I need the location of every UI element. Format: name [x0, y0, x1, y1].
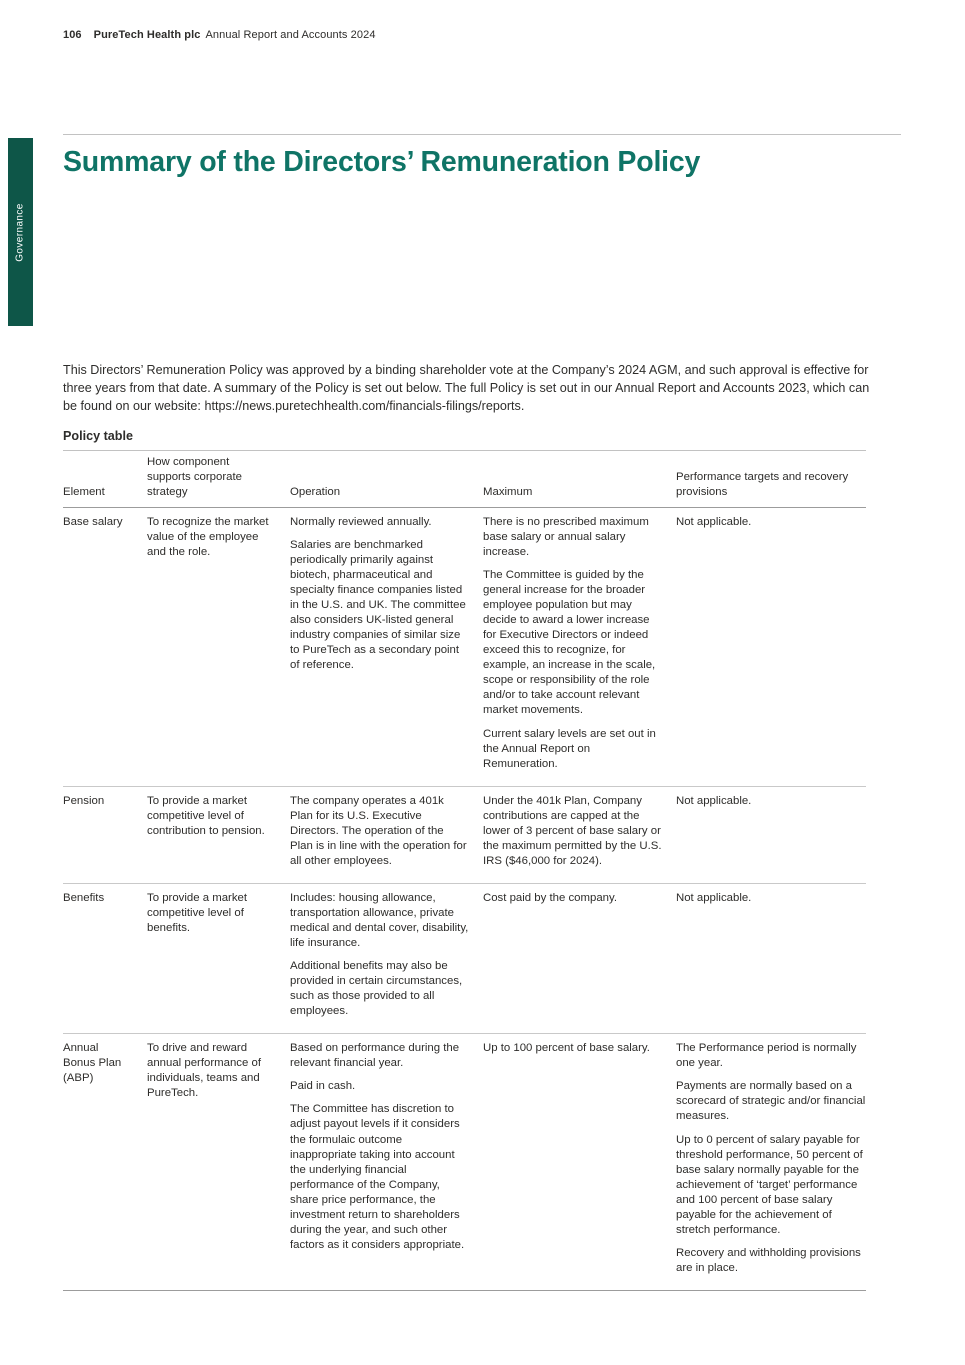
- policy-table: [63, 450, 866, 1291]
- column-header-maximum: [483, 450, 676, 507]
- company-name: PureTech Health plc: [93, 29, 201, 41]
- element-label: Base salary: [63, 515, 123, 528]
- table-row-annual-bonus-plan: [63, 1034, 866, 1291]
- cell-performance: [676, 883, 866, 1033]
- cell-performance: [676, 786, 866, 883]
- cell-paragraph: The Performance period is normally one year.: [676, 1042, 857, 1070]
- cell-paragraph: To provide a market competitive level of benefits.: [147, 891, 248, 934]
- cell-paragraph: To recognize the market value of the employee and the role.: [147, 515, 269, 558]
- cell-paragraph: Recovery and withholding provisions are in place.: [676, 1246, 861, 1274]
- intro-text-suffix: .: [520, 398, 525, 413]
- cell-paragraph: Includes: housing allowance, transportation allowance, private medical and dental cover, disability, life insurance.: [290, 891, 469, 950]
- cell-paragraph: Additional benefits may also be provided in certain circumstances, such as those provided to all employees.: [290, 960, 463, 1018]
- cell-operation: [290, 786, 483, 883]
- cell-strategy: [147, 786, 290, 883]
- page-header: [63, 29, 376, 41]
- cell-paragraph: Not applicable.: [676, 515, 752, 528]
- cell-operation: [290, 883, 483, 1033]
- column-header-label: How component supports corporate strategy: [147, 455, 242, 498]
- column-header-label: Maximum: [483, 485, 533, 498]
- table-row-base-salary: [63, 507, 866, 786]
- column-header-label: Element: [63, 485, 105, 498]
- policy-table-heading: Policy table: [63, 428, 133, 443]
- cell-operation: [290, 1034, 483, 1291]
- cell-paragraph: Payments are normally based on a scorecard of strategic and/or financial measures.: [676, 1080, 866, 1123]
- cell-paragraph: To provide a market competitive level of contribution to pension.: [147, 794, 265, 837]
- cell-element: [63, 1034, 147, 1291]
- element-label: Annual Bonus Plan (ABP): [63, 1042, 122, 1085]
- column-header-operation: [290, 450, 483, 507]
- governance-side-tab: [8, 138, 33, 326]
- intro-paragraph: [63, 361, 873, 415]
- column-header-strategy: [147, 450, 290, 507]
- cell-maximum: [483, 883, 676, 1033]
- cell-paragraph: The company operates a 401k Plan for its U.S. Executive Directors. The operation of the Plan is in line with the operation for all other employees.: [290, 794, 467, 867]
- cell-paragraph: Current salary levels are set out in the Annual Report on Remuneration.: [483, 727, 656, 770]
- column-header-label: Performance targets and recovery provisions: [676, 470, 849, 498]
- cell-operation: [290, 507, 483, 786]
- cell-paragraph: Salaries are benchmarked periodically primarily against biotech, pharmaceutical and specialty finance companies listed in the U.S. and UK. The committee also considers UK-listed general industry companies of similar size to PureTech as a secondary point of reference.: [290, 538, 466, 672]
- cell-maximum: [483, 507, 676, 786]
- cell-paragraph: Not applicable.: [676, 794, 752, 807]
- cell-paragraph: Paid in cash.: [290, 1080, 356, 1093]
- element-label: Benefits: [63, 891, 105, 904]
- cell-strategy: [147, 507, 290, 786]
- cell-paragraph: There is no prescribed maximum base salary or annual salary increase.: [483, 515, 649, 558]
- cell-maximum: [483, 1034, 676, 1291]
- cell-paragraph: Based on performance during the relevant financial year.: [290, 1042, 460, 1070]
- cell-element: [63, 883, 147, 1033]
- cell-paragraph: Under the 401k Plan, Company contributions are capped at the lower of 3 percent of base salary or the maximum permitted by the U.S. IRS ($46,000 for 2024).: [483, 794, 662, 867]
- table-row-pension: [63, 786, 866, 883]
- cell-strategy: [147, 883, 290, 1033]
- cell-maximum: [483, 786, 676, 883]
- element-label: Pension: [63, 794, 105, 807]
- table-row-benefits: [63, 883, 866, 1033]
- cell-paragraph: To drive and reward annual performance of individuals, teams and PureTech.: [147, 1042, 261, 1100]
- cell-paragraph: The Committee is guided by the general increase for the broader employee population but may decide to award a lower increase for Executive Directors or indeed exceed this to recognize, for example, an increase in the scale, scope or responsibility of the role and/or to take account relevant market movements.: [483, 569, 656, 717]
- intro-text: This Directors’ Remuneration Policy was approved by a binding shareholder vote at the Company’s 2024 AGM, and such approval is effective for three years from that date. A summary of the Policy is set out below. The full Policy is set out in our Annual Report and Accounts 2023, which can be found on our website:: [63, 362, 870, 413]
- cell-performance: [676, 1034, 866, 1291]
- cell-performance: [676, 507, 866, 786]
- cell-paragraph: Up to 100 percent of base salary.: [483, 1042, 650, 1055]
- cell-element: [63, 507, 147, 786]
- governance-tab-label: Governance: [15, 202, 27, 262]
- title-rule: [63, 134, 901, 135]
- cell-strategy: [147, 1034, 290, 1291]
- table-header-row: [63, 450, 866, 507]
- column-header-label: Operation: [290, 485, 341, 498]
- cell-element: [63, 786, 147, 883]
- report-title: Annual Report and Accounts 2024: [205, 29, 376, 41]
- cell-paragraph: Normally reviewed annually.: [290, 515, 432, 528]
- cell-paragraph: Up to 0 percent of salary payable for threshold performance, 50 percent of base salary normally payable for the achievement of ‘target’ performance and 100 percent of base salary payable for the achievement of stretch performance.: [676, 1133, 863, 1236]
- cell-paragraph: Not applicable.: [676, 891, 752, 904]
- page-title: Summary of the Directors’ Remuneration Policy: [63, 146, 701, 178]
- page-number: 106: [63, 29, 82, 41]
- page-content: [63, 134, 901, 1291]
- website-url[interactable]: https://news.puretechhealth.com/financials-filings/reports: [204, 398, 521, 413]
- column-header-performance: [676, 450, 866, 507]
- cell-paragraph: Cost paid by the company.: [483, 891, 618, 904]
- column-header-element: [63, 450, 147, 507]
- cell-paragraph: The Committee has discretion to adjust payout levels if it considers the formulaic outcome inappropriate taking into account the underlying financial performance of the Company, share price performance, the investment return to shareholders during the year, and such other factors as it considers appropriate.: [290, 1103, 465, 1251]
